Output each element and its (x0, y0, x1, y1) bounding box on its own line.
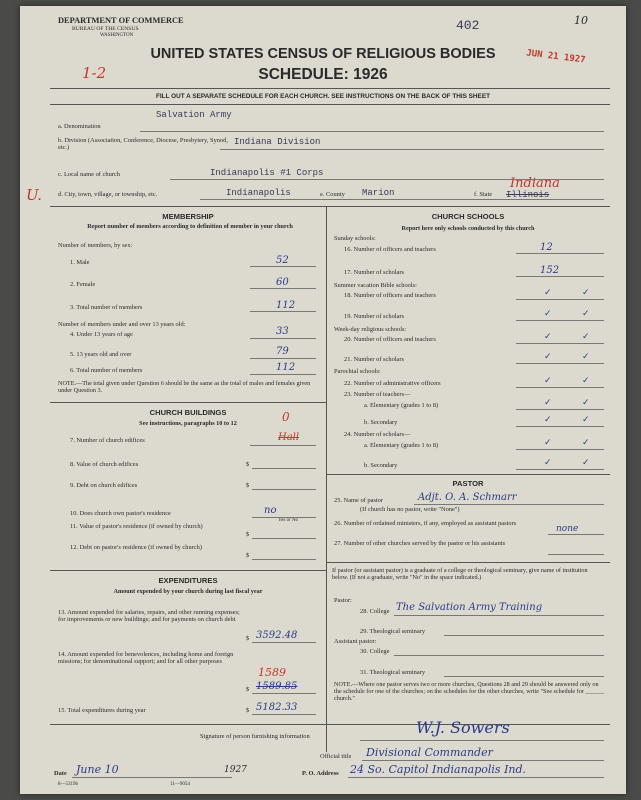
corner-number: 10 (574, 14, 588, 27)
q25-value: Adjt. O. A. Schmarr (418, 492, 517, 503)
bureau-city: WASHINGTON (100, 33, 134, 38)
q26-label: 26. Number of ordained ministers, if any, employed as assistant pastors (334, 520, 517, 527)
graduate-instruction: If pastor (or assistant pastor) is a graduate of a college or theological seminary, give name of institution below. (If not a graduate, write "No" in the space indicated.) (332, 567, 588, 581)
schools-heading: CHURCH SCHOOLS (431, 212, 505, 221)
denomination-value: Salvation Army (156, 110, 232, 120)
check-mark: ✓ (582, 458, 590, 468)
schools-subheading: Report here only schools conducted by this church (401, 225, 535, 232)
q17-value: 152 (540, 265, 560, 276)
department-name: DEPARTMENT OF COMMERCE (58, 16, 184, 25)
q14-label: 14. Amount expended for benevolences, including home and foreign missions; for denominational support; and for all other purposes (58, 651, 234, 665)
pastor-note: NOTE.—Where one pastor serves two or more churches, Questions 28 and 29 should be answered only on the schedule for one of the churches; on the schedules for the other churches, write "See schedule for ______ church." (334, 681, 605, 702)
q29-label: 29. Theological seminary (360, 628, 426, 635)
check-mark: ✓ (582, 415, 590, 425)
address-value: 24 So. Capitol Indianapolis Ind. (350, 763, 527, 776)
weekday-schools-label: Week-day religious schools: (334, 326, 407, 333)
bureau-name: BUREAU OF THE CENSUS (72, 26, 139, 32)
q13-value: 3592.48 (256, 630, 298, 641)
check-mark: ✓ (582, 376, 590, 386)
q1-value: 52 (276, 255, 289, 266)
pastor-subheading: Pastor: (334, 597, 352, 604)
expenditures-heading: EXPENDITURES (158, 576, 218, 585)
check-mark: ✓ (544, 415, 552, 425)
division-value: Indiana Division (234, 137, 321, 147)
q5-label: 5. 13 years old and over (70, 351, 132, 358)
q14-correction: 1589 (258, 666, 286, 679)
state-value-original: Illinois (506, 190, 550, 200)
q16-label: 16. Number of officers and teachers (344, 246, 436, 253)
q12-label: 12. Debt on pastor's residence (if owned by church) (70, 544, 202, 551)
q24-label: 24. Number of scholars— (344, 431, 411, 438)
check-mark: ✓ (544, 332, 552, 342)
q27-label: 27. Number of other churches served by the pastor or his assistants (334, 540, 506, 547)
q9-dollar: $ (246, 482, 250, 489)
q2-value: 60 (276, 277, 289, 288)
form-subtitle: SCHEDULE: 1926 (258, 66, 388, 83)
q16-value: 12 (540, 242, 553, 253)
q24a-label: a. Elementary (grades 1 to 8) (364, 442, 439, 449)
q7-correction: 0 (282, 410, 290, 424)
state-value-correction: Indiana (510, 176, 560, 191)
check-mark: ✓ (582, 288, 590, 298)
q24b-label: b. Secondary (364, 462, 398, 469)
q8-label: 8. Value of church edifices (70, 461, 139, 468)
check-mark: ✓ (582, 398, 590, 408)
q31-label: 31. Theological seminary (360, 669, 426, 676)
q7-label: 7. Number of church edifices (70, 437, 145, 444)
q12-dollar: $ (246, 552, 250, 559)
membership-heading: MEMBERSHIP (162, 212, 214, 221)
q6-value: 112 (276, 362, 296, 373)
q14-value: 1589.85 (256, 681, 298, 692)
buildings-heading: CHURCH BUILDINGS (149, 408, 227, 417)
date-label: Date (54, 770, 67, 777)
membership-note: NOTE.—The total given under Question 6 should be the same as the total of males and females given under Question 3. (58, 380, 311, 394)
official-title-label: Official title (320, 753, 352, 760)
q20-label: 20. Number of officers and teachers (344, 336, 436, 343)
check-mark: ✓ (582, 438, 590, 448)
serial-number: 402 (456, 18, 480, 33)
q9-label: 9. Debt on church edifices (70, 482, 138, 489)
check-mark: ✓ (544, 398, 552, 408)
check-mark: ✓ (544, 458, 552, 468)
expenditures-subheading: Amount expended by your church during last fiscal year (113, 588, 263, 595)
check-mark: ✓ (544, 309, 552, 319)
form-instruction: FILL OUT A SEPARATE SCHEDULE FOR EACH CHURCH. SEE INSTRUCTIONS ON THE BACK OF THIS SHEET (156, 93, 490, 100)
q26-value: none (556, 524, 579, 534)
date-year: 1927 (224, 765, 247, 775)
handwritten-mark: 1-2 (82, 64, 107, 82)
division-label: b. Division (Association, Conference, Diocese, Presbytery, Synod, etc.) (58, 137, 228, 151)
local-name-value: Indianapolis #1 Corps (210, 168, 324, 178)
summer-schools-label: Summer vacation Bible schools: (334, 282, 417, 289)
q22-label: 22. Number of administrative officers (344, 380, 441, 387)
check-mark: ✓ (544, 352, 552, 362)
state-label: f. State (474, 191, 493, 198)
buildings-subheading: See instructions, paragraphs 10 to 12 (139, 420, 237, 427)
q28-label: 28. College (360, 608, 390, 615)
q30-label: 30. College (360, 648, 390, 655)
denomination-label: a. Denomination (58, 123, 101, 130)
q4-value: 33 (276, 326, 289, 337)
q19-label: 19. Number of scholars (344, 313, 404, 320)
q7-value: Hall (278, 432, 300, 443)
q18-label: 18. Number of officers and teachers (344, 292, 436, 299)
q6-label: 6. Total number of members (70, 367, 143, 374)
q15-value: 5182.33 (256, 702, 298, 713)
date-value: June 10 (76, 763, 119, 776)
members-by-sex-label: Number of members, by sex: (58, 242, 133, 249)
print-number: 11—9054 (170, 782, 190, 787)
address-label: P. O. Address (302, 770, 339, 777)
yes-or-no-hint: Yes or No (278, 518, 299, 523)
form-title: UNITED STATES CENSUS OF RELIGIOUS BODIES (150, 46, 496, 62)
members-by-age-label: Number of members under and over 13 years old: (58, 321, 186, 328)
sunday-schools-label: Sunday schools: (334, 235, 376, 242)
q10-value: no (264, 505, 277, 516)
membership-subheading: Report number of members according to definition of member in your church (87, 223, 293, 230)
q8-dollar: $ (246, 461, 250, 468)
q4-label: 4. Under 13 years of age (70, 331, 133, 338)
check-mark: ✓ (582, 332, 590, 342)
county-label: e. County (320, 191, 345, 198)
q25-label: 25. Name of pastor (334, 497, 383, 504)
q13-dollar: $ (246, 635, 250, 642)
q3-value: 112 (276, 300, 296, 311)
parochial-schools-label: Parochial schools: (334, 368, 381, 375)
q5-value: 79 (276, 346, 289, 357)
q23-label: 23. Number of teachers— (344, 391, 411, 398)
q17-label: 17. Number of scholars (344, 269, 404, 276)
q3-label: 3. Total number of members (70, 304, 143, 311)
q11-label: 11. Value of pastor's residence (if owned by church) (70, 523, 203, 530)
q13-label: 13. Amount expended for salaries, repairs, and other running expenses; for improvements or new buildings; and for payments on church debt (58, 609, 240, 623)
q23b-label: b. Secondary (364, 419, 398, 426)
q25-note: (If church has no pastor, write "None") (360, 506, 460, 513)
local-name-label: c. Local name of church (58, 171, 120, 178)
county-value: Marion (362, 188, 395, 198)
form-number: 8—5319b (58, 782, 78, 787)
received-date-stamp: JUN 21 1927 (525, 48, 586, 66)
city-value: Indianapolis (226, 188, 291, 198)
q15-dollar: $ (246, 707, 250, 714)
census-schedule-sheet (20, 6, 626, 794)
q28-value: The Salvation Army Training (396, 602, 543, 613)
check-mark: ✓ (582, 309, 590, 319)
q10-label: 10. Does church own pastor's residence (70, 510, 171, 517)
city-label: d. City, town, village, or township, etc. (58, 191, 158, 198)
check-mark: ✓ (544, 438, 552, 448)
q2-label: 2. Female (70, 281, 96, 288)
q1-label: 1. Male (70, 259, 90, 266)
margin-mark: U. (26, 186, 43, 204)
check-mark: ✓ (544, 376, 552, 386)
check-mark: ✓ (544, 288, 552, 298)
official-title-value: Divisional Commander (366, 746, 493, 759)
signature-value: W.J. Sowers (416, 718, 510, 737)
pastor-heading: PASTOR (452, 479, 484, 488)
check-mark: ✓ (582, 352, 590, 362)
assistant-pastor-subheading: Assistant pastor: (334, 638, 377, 645)
signature-label: Signature of person furnishing information (200, 733, 310, 740)
q15-label: 15. Total expenditures during year (58, 707, 146, 714)
q21-label: 21. Number of scholars (344, 356, 404, 363)
q23a-label: a. Elementary (grades 1 to 8) (364, 402, 439, 409)
q14-dollar: $ (246, 686, 250, 693)
q11-dollar: $ (246, 531, 250, 538)
